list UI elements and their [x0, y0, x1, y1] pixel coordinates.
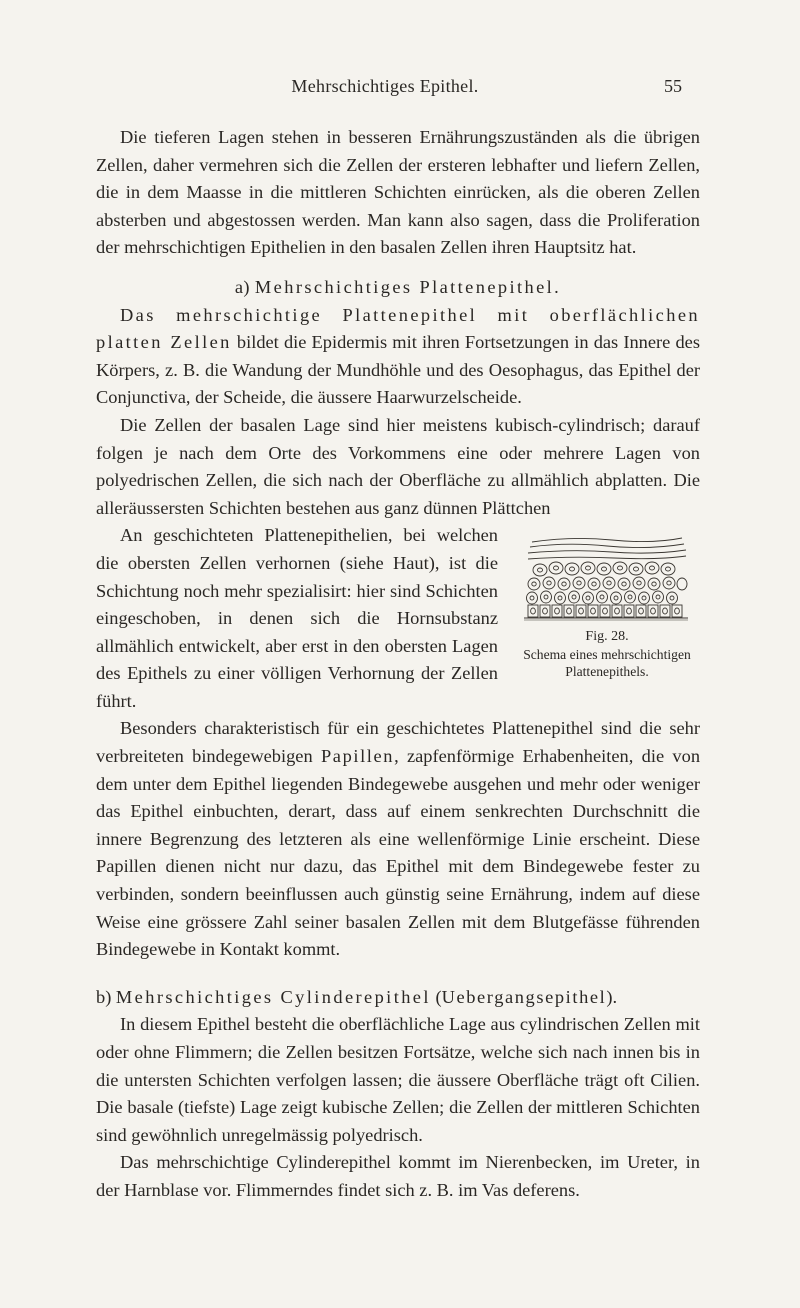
- heading-b-paren-close: ).: [606, 986, 618, 1007]
- heading-b-subtitle: Uebergangsepithel: [441, 986, 607, 1007]
- heading-b-title: Mehrschichtiges Cylinderepithel: [115, 986, 431, 1007]
- paragraph-papillen-rest: , zapfenförmige Erhabenheiten, die von dem unter dem Epithel liegenden Bindegewebe ausgehen und mehr oder weniger das Epithel einbuchten, derart, dass auf einem senkrechten Durchschnitt die innere Begrenzung des letzteren als eine wellenförmige Linie erscheint. Diese Papillen dienen nicht nur dazu, das Epithel mit dem Bindegewebe fester zu verbinden, sondern beeinflussen auch günstig seine Ernährung, indem auf diese Weise eine grössere Zahl seiner basalen Zellen mit dem Blutgefässe führenden Bindegewebe in Kontakt kommt.: [96, 746, 701, 960]
- body-text: [96, 124, 700, 1205]
- epithelium-schema-figure: [522, 534, 692, 626]
- figure-label: Fig. 28.: [585, 629, 629, 645]
- page-header: [88, 76, 682, 102]
- paragraph-occurrence: Das mehrschichtige Cylinderepithel kommt im Nierenbecken, im Ureter, in der Harnblase vor. Flimmerndes findet sich z. B. im Vas deferens.: [96, 1152, 700, 1200]
- page-number: 55: [664, 76, 682, 96]
- paragraph-papillen: [96, 715, 700, 963]
- paragraph-definition-rest: bildet die Epidermis mit ihren Fortsetzungen in das Innere des Körpers, z. B. die Wandung der Mundhöhle und des Oesophagus, das Epithel der Conjunctiva, der Scheide, die äussere Haarwurzelscheide.: [96, 332, 700, 408]
- heading-a-title: Mehrschichtiges Plattenepithel.: [254, 276, 562, 297]
- paragraph-keratinization: An geschichteten Plattenepithelien, bei welchen die obersten Zellen verhornen (siehe Haut), ist die Schichtung noch mehr spezialisirt: hier sind Schichten eingeschoben, in denen sich die Hornsubstanz allmählich entwickelt, aber erst in den obersten Lagen des Epithels zu einer völligen Verhornung der Zellen führt.: [96, 525, 498, 711]
- heading-b-paren-open: (: [430, 986, 442, 1007]
- spaced-term-papillen: Papillen: [320, 746, 395, 767]
- paragraph-cylinder: In diesem Epithel besteht die oberflächliche Lage aus cylindrischen Zellen mit oder ohne Flimmern; die Zellen besitzen Fortsätze, welche sich nach innen bis in die untersten Schichten verfolgen lassen; die äussere Oberfläche trägt oft Cilien. Die basale (tiefste) Lage zeigt kubische Zellen; die Zellen der mittleren Schichten sind gewöhnlich unregelmässig polyedrisch.: [96, 1014, 700, 1145]
- figure-caption: Schema eines mehrschichtigen Plattenepithels.: [523, 647, 691, 680]
- section-heading-a: [96, 274, 700, 302]
- paragraph-basal-layer: Die Zellen der basalen Lage sind hier meistens kubisch-cylindrisch; darauf folgen je nach dem Orte des Vorkommens eine oder mehrere Lagen von polyedrischen Zellen, die sich nach der Oberfläche zu allmählich abplatten. Die alleräussersten Schichten bestehen aus ganz dünnen Plättchen: [96, 414, 700, 518]
- paragraph-definition: [96, 302, 700, 412]
- heading-b-prefix: b): [96, 986, 116, 1007]
- paragraph-papillen-start: Besonders charakteristisch für ein geschichtetes Plattenepithel sind die sehr verbreiteten bindegewebigen: [96, 718, 700, 767]
- running-title: Mehrschichtiges Epithel.: [291, 76, 479, 96]
- figure-28: [514, 534, 700, 680]
- paragraph-proliferation: Die tieferen Lagen stehen in besseren Ernährungszuständen als die übrigen Zellen, daher vermehren sich die Zellen der ersteren lebhafter und liefern Zellen, die in dem Maasse in die mittleren Schichten einrücken, als die oberen Zellen absterben und abgestossen werden. Man kann also sagen, dass die Proliferation der mehrschichtigen Epithelien in den basalen Zellen ihren Hauptsitz hat.: [96, 127, 700, 258]
- heading-a-prefix: a): [234, 276, 255, 297]
- section-heading-b: [96, 984, 700, 1012]
- spaced-term-plattenepithel: Das mehrschichtige Plattenepithel mit oberflächlichen platten Zellen: [96, 304, 700, 353]
